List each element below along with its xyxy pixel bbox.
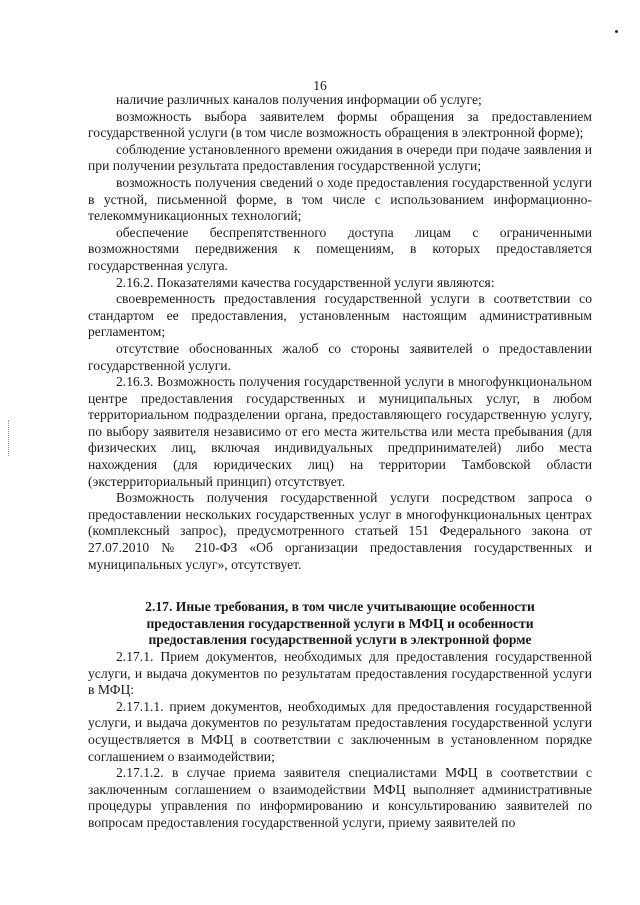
paragraph: 2.16.3. Возможность получения государственной услуги в многофункциональном центре предоставления государственных и муниципальных услуг, в любом территориальном подразделении органа, предоставляющего государственную услугу, по выбору заявителя независимо от его места жительства или места пребывания (для физических лиц, включая индивидуальных предпринимателей) либо места нахождения (для юридических лиц) на территории Тамбовской области (экстерриториальный принцип) отсутствует. xyxy=(88,374,592,489)
paragraph: возможность получения сведений о ходе предоставления государственной услуги в устной, письменной форме, в том числе с использованием информационно-телекоммуникационных технологий; xyxy=(88,174,592,224)
paragraph: 2.17.1. Прием документов, необходимых для предоставления государственной услуги, и выдача документов по результатам предоставления государственной услуги в МФЦ: xyxy=(88,649,592,698)
paragraph: обеспечение беспрепятственного доступа лицам с ограниченными возможностями передвижения к помещениям, в которых предоставляется государственная услуга. xyxy=(88,224,592,273)
paragraph: соблюдение установленного времени ожидания в очереди при подаче заявления и при получении результата предоставления государственной услуги; xyxy=(88,141,592,174)
page-number: 16 xyxy=(313,78,327,93)
section-heading: 2.17. Иные требования, в том числе учитывающие особенности предоставления государственной услуги в МФЦ и особенности предоставления государственной услуги в электронной форме xyxy=(145,599,535,648)
document-body xyxy=(88,92,592,832)
scan-mark xyxy=(615,30,618,33)
paragraph: Возможность получения государственной услуги посредством запроса о предоставлении нескольких государственных услуг в многофункциональных центрах (комплексный запрос), предусмотренного статьей 151 Федерального закона от 27.07.2010 № 210-ФЗ «Об организации предоставления государственных и муниципальных услуг», отсутствует. xyxy=(88,490,592,572)
paragraph: наличие различных каналов получения информации об услуге; xyxy=(116,92,482,107)
paragraph: 2.17.1.2. в случае приема заявителя специалистами МФЦ в соответствии с заключенным соглашением о взаимодействии МФЦ выполняет административные процедуры управления по информированию и консультированию заявителей по вопросам предоставления государственной услуги, приему заявителей по xyxy=(88,765,592,830)
paragraph: своевременность предоставления государственной услуги в соответствии со стандартом ее предоставления, установленным настоящим административным регламентом; xyxy=(88,291,592,340)
paragraph: отсутствие обоснованных жалоб со стороны заявителей о предоставлении государственной услуги. xyxy=(88,340,592,373)
paragraph: 2.17.1.1. прием документов, необходимых для предоставления государственной услуги, и выдача документов по результатам предоставления государственной услуги осуществляется в МФЦ в соответствии с заключенным в установленном порядке соглашением о взаимодействии; xyxy=(88,698,592,764)
margin-marks xyxy=(8,420,10,456)
paragraph: 2.16.2. Показателями качества государственной услуги являются: xyxy=(116,274,495,290)
paragraph: возможность выбора заявителем формы обращения за предоставлением государственной услуги (в том числе возможность обращения в электронной форме); xyxy=(88,108,592,141)
